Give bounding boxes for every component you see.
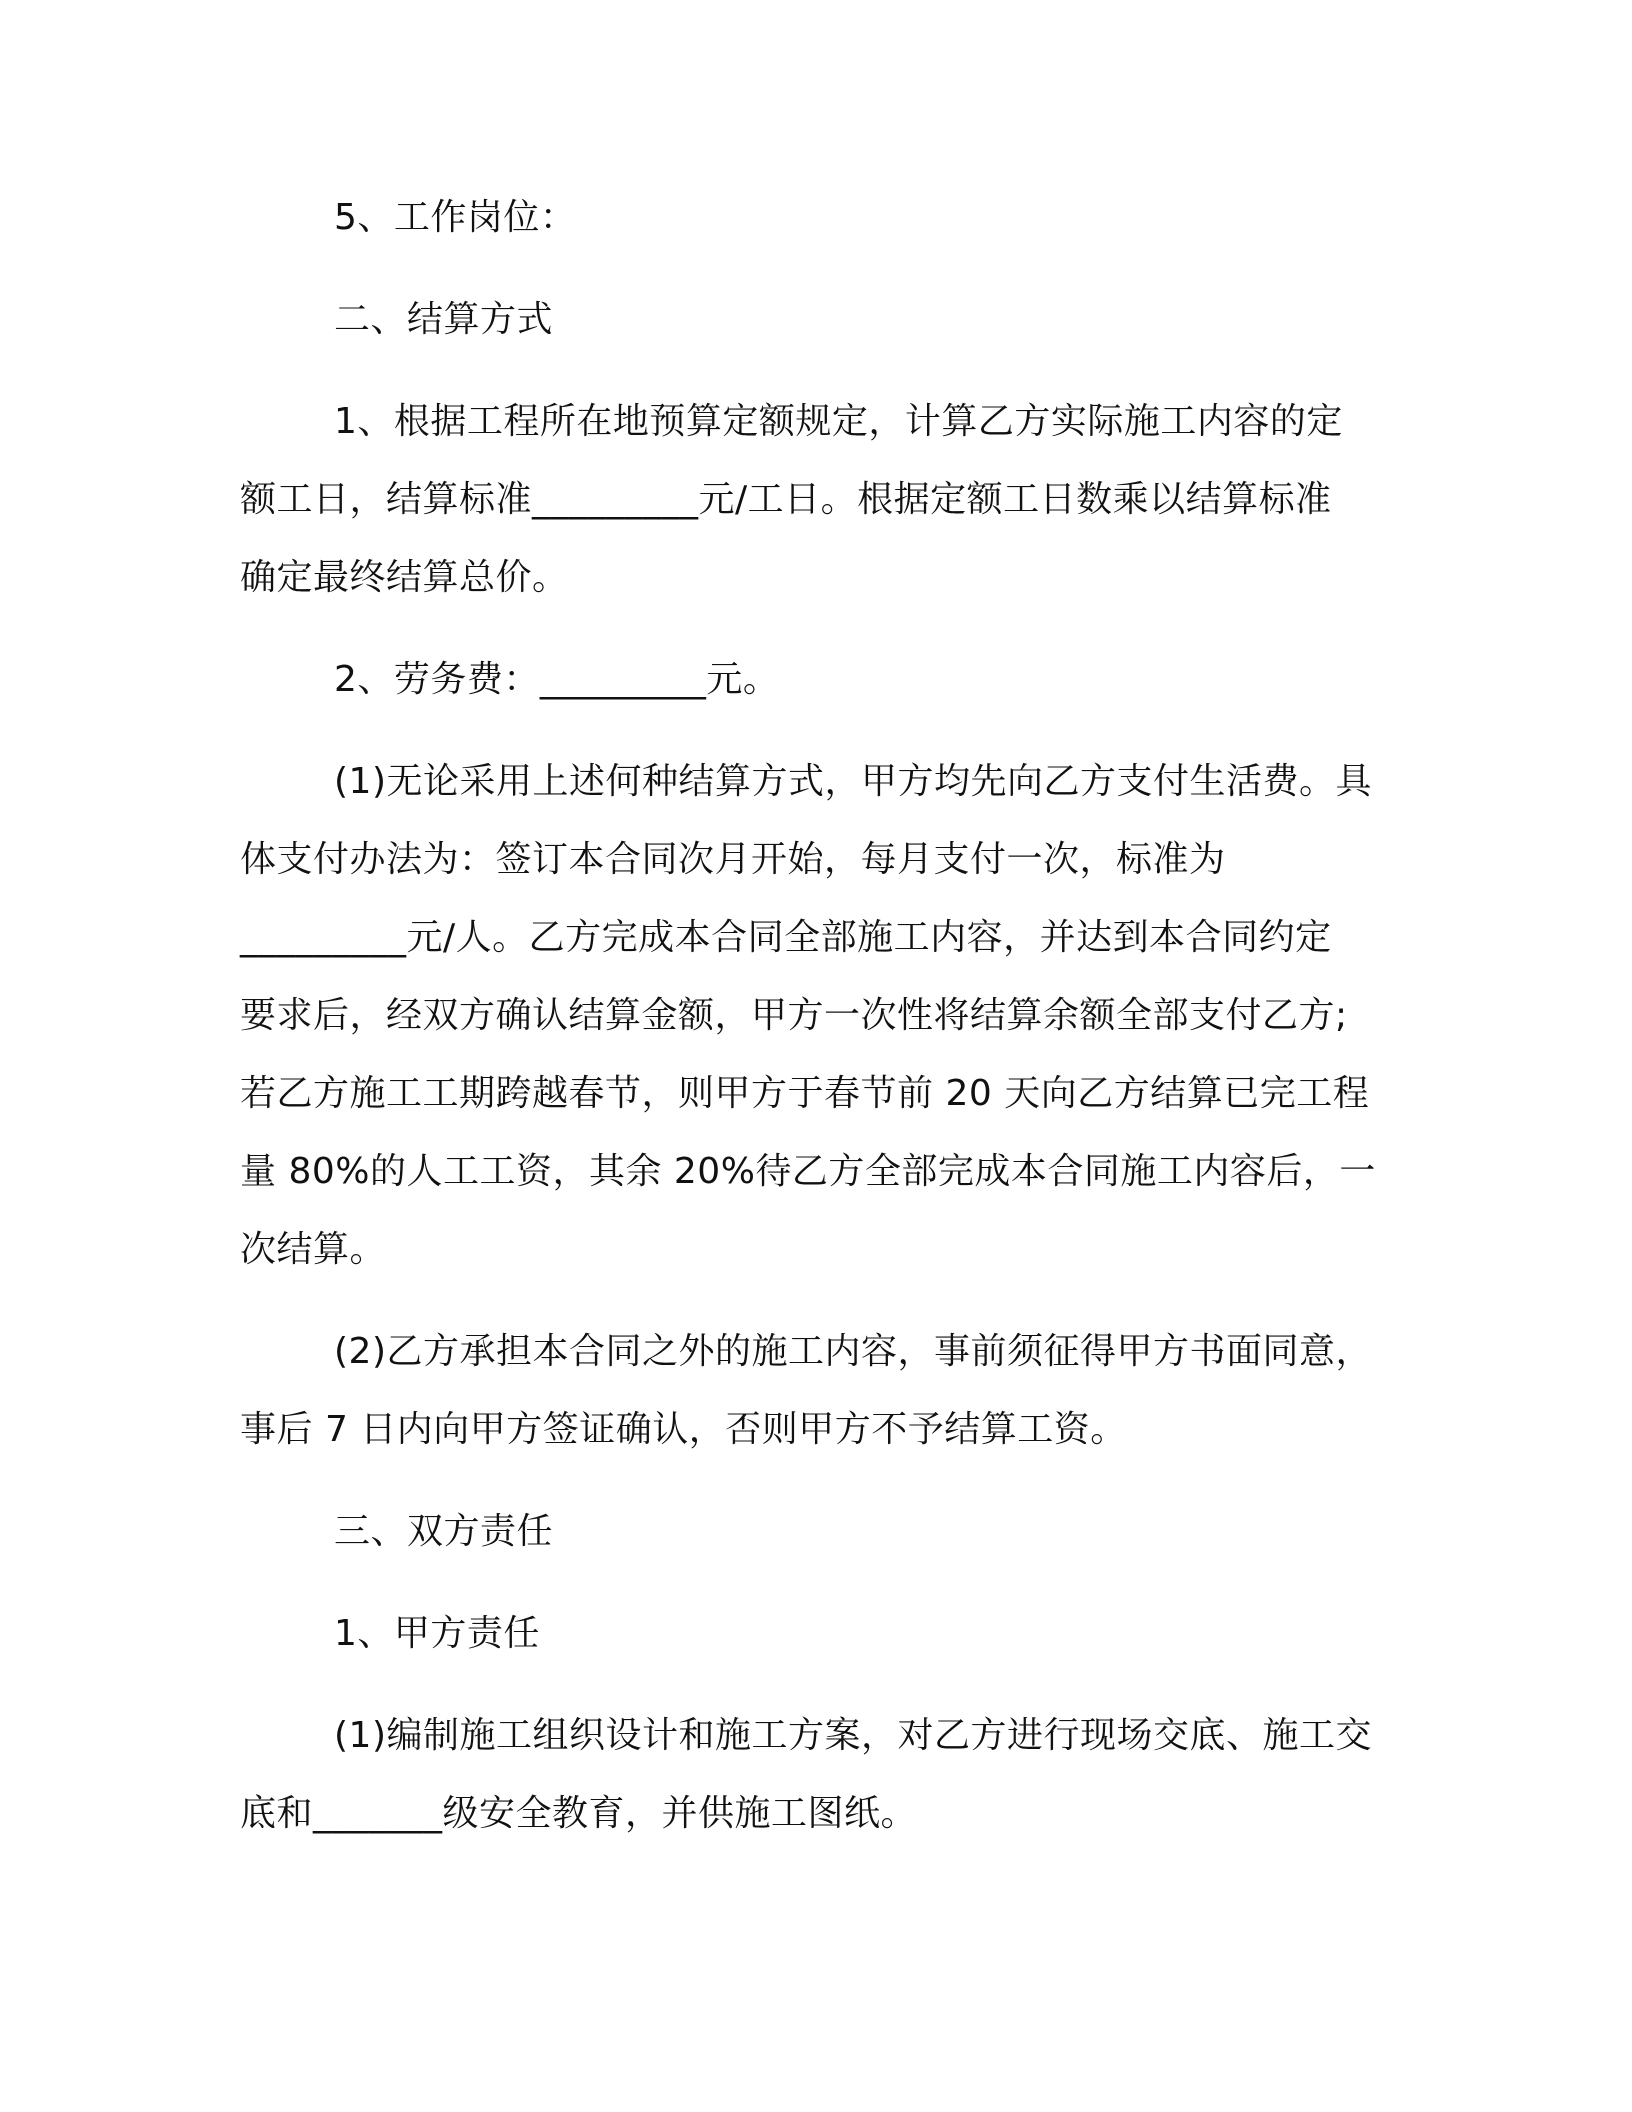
clause-2-2-1-line-2: 体支付办法为：签订本合同次月开始，每月支付一次，标准为 [240, 839, 1226, 880]
clause-2-2-1-line-7: 次结算。 [240, 1229, 387, 1270]
clause-2-2-1-line-1: (1)无论采用上述何种结算方式，甲方均先向乙方支付生活费。具 [334, 761, 1372, 802]
clause-3-1-1-line-1: (1)编制施工组织设计和施工方案，对乙方进行现场交底、施工交 [334, 1715, 1372, 1756]
clause-2-2-2-line-2: 事后 7 日内向甲方签证确认，否则甲方不予结算工资。 [240, 1409, 1127, 1450]
clause-3-1-1-line-2: 底和_______级安全教育，并供施工图纸。 [240, 1793, 918, 1834]
clause-2-2-1-line-3: _________元/人。乙方完成本合同全部施工内容，并达到本合同约定 [240, 917, 1332, 958]
item-5-work-position: 5、工作岗位： [334, 197, 577, 238]
clause-2-2-1-line-5: 若乙方施工工期跨越春节，则甲方于春节前 20 天向乙方结算已完工程 [240, 1073, 1370, 1114]
section-heading-settlement: 二、结算方式 [334, 299, 554, 340]
clause-2-1-line-3: 确定最终结算总价。 [240, 557, 569, 598]
clause-2-2-1-line-4: 要求后，经双方确认结算金额，甲方一次性将结算余额全部支付乙方; [240, 995, 1348, 1036]
section-heading-responsibilities: 三、双方责任 [334, 1511, 554, 1552]
clause-2-2-1-line-6: 量 80%的人工工资，其余 20%待乙方全部完成本合同施工内容后，一 [240, 1151, 1376, 1192]
subheading-party-a-responsibilities: 1、甲方责任 [334, 1613, 540, 1654]
clause-2-2-labor-fee: 2、劳务费：_________元。 [334, 659, 780, 700]
clause-2-1-line-1: 1、根据工程所在地预算定额规定，计算乙方实际施工内容的定 [334, 401, 1343, 442]
clause-2-1-line-2: 额工日，结算标准_________元/工日。根据定额工日数乘以结算标准 [240, 479, 1332, 520]
clause-2-2-2-line-1: (2)乙方承担本合同之外的施工内容，事前须征得甲方书面同意， [334, 1331, 1372, 1372]
